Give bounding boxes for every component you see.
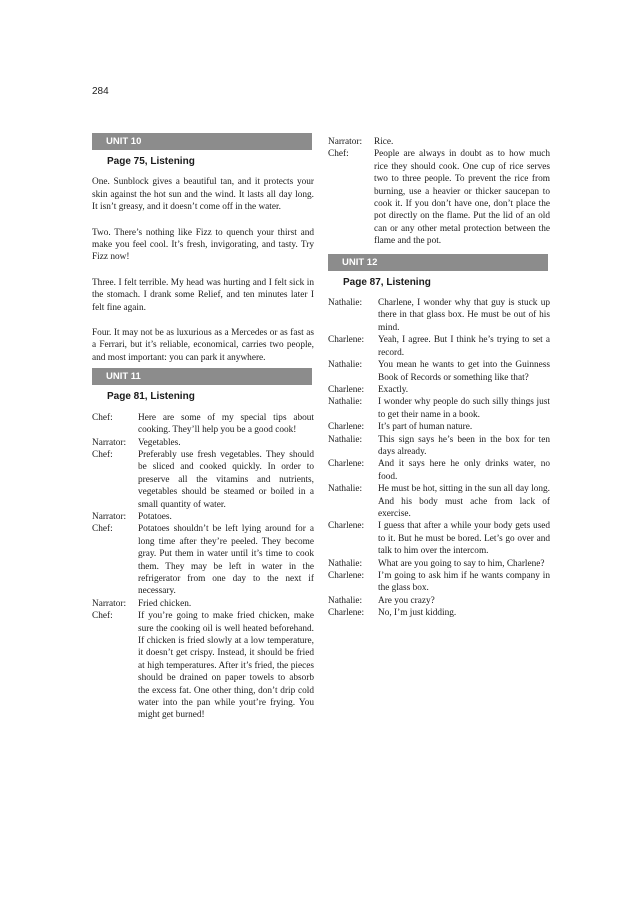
speech: You mean he wants to get into the Guinness Book of Records or something like that? [378,360,550,383]
speech: Charlene, I wonder why that guy is stuck up there in that glass box. He must be out of his mind. [378,298,550,333]
speaker: Nathalie: [328,558,363,569]
speaker: Chef: [92,449,113,460]
dialogue-line [92,610,314,722]
speaker: Nathalie: [328,298,363,309]
dialogue-line [328,359,550,384]
page-number: 284 [92,86,109,97]
speech: Potatoes. [138,511,172,522]
unit-10-heading: Page 75, Listening [107,156,195,167]
unit-11-title: UNIT 11 [92,368,312,385]
dialogue-line [328,558,550,570]
unit-10-paragraph-3: Three. I felt terrible. My head was hurting and I felt sick in the stomach. I drank some Relief, and ten minutes later I felt fine again. [92,277,314,313]
speech: It’s part of human nature. [378,422,473,433]
speaker: Nathalie: [328,397,363,408]
dialogue-line [328,421,550,433]
dialogue-line [328,520,550,557]
speaker: Narrator: [92,437,127,448]
speech: And it says here he only drinks water, no food. [378,459,550,482]
speaker: Chef: [92,412,113,423]
speaker: Charlene: [328,521,365,532]
speaker: Charlene: [328,459,365,470]
dialogue-line [92,511,314,523]
dialogue-line [328,396,550,421]
dialogue-line [328,334,550,359]
dialogue-line [92,412,314,437]
unit-10-title: UNIT 10 [92,133,312,150]
speech: Vegetables. [138,437,181,448]
speaker: Narrator: [328,137,363,147]
speaker: Nathalie: [328,434,363,445]
dialogue-line [328,297,550,334]
speech: Are you crazy? [378,595,435,606]
speaker: Nathalie: [328,360,363,371]
speech: Exactly. [378,384,409,395]
unit-11-dialogue [92,412,314,722]
dialogue-line [328,434,550,459]
dialogue-line [92,437,314,449]
dialogue-line [328,136,550,148]
speaker: Nathalie: [328,595,363,606]
speech: I guess that after a while your body gets used to it. But he must be bored. Let’s go over and talk to him over the intercom. [378,521,550,557]
unit-11-dialogue-continued [328,136,550,248]
dialogue-line [92,523,314,597]
speaker: Chef: [92,611,113,622]
dialogue-line [328,570,550,595]
unit-10-paragraph-4: Four. It may not be as luxurious as a Mercedes or as fast as a Ferrari, but it’s reliable, economical, carries two people, and most important: you can park it anywhere. [92,328,314,363]
speaker: Narrator: [92,598,127,609]
speech: Preferably use fresh vegetables. They should be sliced and cooked quickly. In order to preserve all the vitamins and nutrients, vegetables should be steamed or boiled in a small quantity of water. [138,449,314,510]
unit-10-paragraph-2: Two. There’s nothing like Fizz to quench your thirst and make you feel cool. It’s fresh, invigorating, and tasty. Try Fizz now! [92,227,314,263]
unit-11-heading: Page 81, Listening [107,391,195,403]
speech: Fried chicken. [138,598,192,609]
unit-12-heading: Page 87, Listening [343,276,431,288]
speech: Yeah, I agree. But I think he’s trying to set a record. [378,335,550,358]
unit-12-title: UNIT 12 [328,254,548,271]
speaker: Nathalie: [328,484,363,495]
speech: I wonder why people do such silly things just to get their name in a book. [378,397,550,420]
dialogue-line [92,598,314,610]
speaker: Charlene: [328,571,365,581]
speech: People are always in doubt as to how much rice they should cook. One cup of rice serves two to three people. To prevent the rice from burning, use a heavier or thicker saucepan to cook it. If you don’t have one, don’t place the pot directly on the flame. Put the lid of an old can or any other metal protection between the flame and the pot. [374,149,550,247]
speech: Potatoes shouldn’t be left lying around for a long time after they’re peeled. They become gray. Put them in water until it’s time to cook them. They may be left in water in the refrigerator from one day to the next if necessary. [138,524,314,597]
speech: If you’re going to make fried chicken, make sure the cooking oil is well heated beforehand. If chicken is fried slowly at a low temperature, it doesn’t get crispy. Instead, it should be fried at high temperatures. After it’s fried, the pieces should be drained on paper towels to absorb the excess fat. One other thing, don’t drip cold water into the pan while yout’re frying. You might get burned! [138,611,314,721]
dialogue-line [328,458,550,483]
speaker: Charlene: [328,422,365,433]
speech: Rice. [374,137,394,147]
unit-12-dialogue [328,297,550,620]
dialogue-line [328,384,550,396]
unit-10-paragraph-1: One. Sunblock gives a beautiful tan, and it protects your skin against the hot sun and the wind. It lasts all day long. It isn’t greasy, and it doesn’t come off in the water. [92,177,314,213]
speech: Here are some of my special tips about cooking. They’ll help you be a good cook! [138,412,314,436]
dialogue-line [92,449,314,511]
dialogue-line [328,595,550,607]
speaker: Charlene: [328,608,365,619]
dialogue-line [328,148,550,247]
speech: I’m going to ask him if he wants company in the glass box. [378,571,550,594]
right-column [328,136,550,630]
speaker: Narrator: [92,511,127,522]
speech: He must be hot, sitting in the sun all day long. And his body must ache from lack of exercise. [378,484,550,519]
speech: What are you going to say to him, Charlene? [378,558,545,569]
speaker: Chef: [328,149,349,160]
dialogue-line [328,607,550,619]
left-column [92,133,314,732]
speech: This sign says he’s been in the box for ten days already. [378,434,550,457]
speaker: Chef: [92,524,113,535]
dialogue-line [328,483,550,520]
speaker: Charlene: [328,384,365,395]
speech: No, I’m just kidding. [378,608,457,619]
speaker: Charlene: [328,335,365,346]
